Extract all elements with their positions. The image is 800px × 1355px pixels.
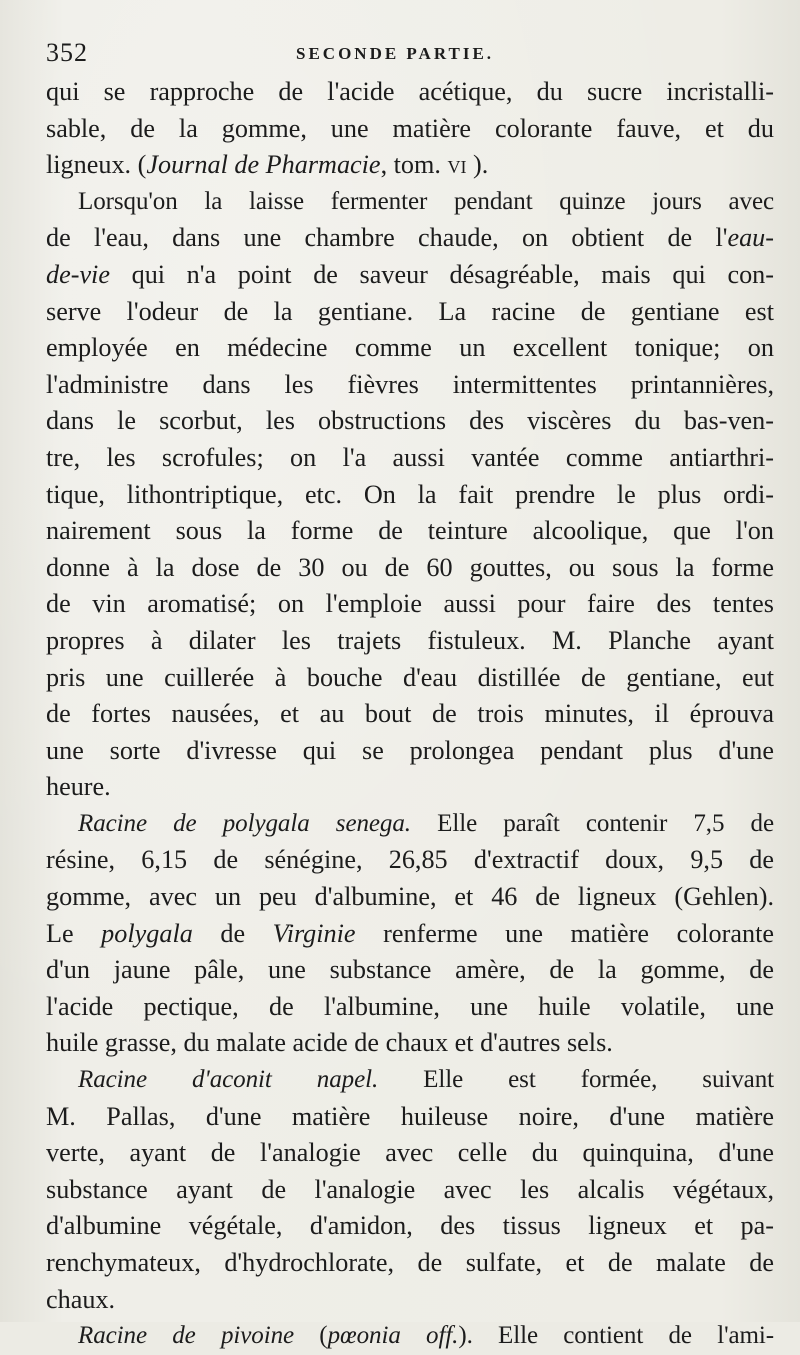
text-run: Elle est formée, suivant — [378, 1066, 774, 1094]
italic-term: pœonia off. — [327, 1322, 459, 1350]
italic-term: eau- — [727, 223, 774, 253]
text-line: d'albumine végétale, d'amidon, des tissus ligneux et pa- — [46, 1211, 774, 1241]
text-run: ligneux. ( — [46, 150, 147, 180]
text-line: de vin aromatisé; on l'emploie aussi pour faire des tentes — [46, 589, 774, 619]
text-line: M. Pallas, d'une matière huileuse noire, d'une matière — [46, 1101, 774, 1131]
text-line: Lorsqu'on la laisse fermenter pendant quinze jours avec — [78, 187, 774, 215]
text-run: ( — [294, 1322, 328, 1350]
text-line: gomme, avec un peu d'albumine, et 46 de ligneux (Gehlen). — [46, 882, 774, 912]
text-line: d'un jaune pâle, une substance amère, de la gomme, de — [46, 955, 774, 985]
text-run: de l'eau, dans une chambre chaude, on obtient de l' — [46, 223, 728, 253]
text-line: tique, lithontriptique, etc. On la fait prendre le plus ordi- — [46, 479, 774, 509]
running-head — [46, 38, 774, 74]
text-line: renchymateux, d'hydrochlorate, de sulfate, et de malate de — [46, 1248, 774, 1277]
text-run: ). Elle contient de l'ami- — [458, 1322, 775, 1350]
text-run: qui n'a point de saveur désagréable, mais qui con- — [109, 259, 774, 289]
text-run: de — [192, 918, 273, 948]
running-title: SECONDE PARTIE. — [296, 44, 495, 63]
text-line: heure. — [46, 772, 111, 802]
section-heading-aconit: Racine d'aconit napel. — [78, 1066, 379, 1094]
text-line — [46, 806, 774, 843]
text-line: de fortes nausées, et au bout de trois minutes, il éprouva — [46, 699, 774, 729]
text-line: une sorte d'ivresse qui se prolongea pendant plus d'une — [46, 735, 774, 765]
text-run: Le — [46, 918, 102, 948]
italic-term: Virginie — [272, 918, 356, 948]
journal-title: Journal de Pharmacie — [146, 150, 381, 180]
text-line — [46, 220, 774, 257]
text-line: substance ayant de l'analogie avec les alcalis végétaux, — [46, 1174, 774, 1204]
italic-term: polygala — [101, 918, 193, 948]
text-run: renferme une matière colorante — [355, 918, 774, 948]
text-line: l'acide pectique, de l'albumine, une huile volatile, une — [46, 991, 774, 1021]
text-line — [46, 147, 774, 184]
text-run: ). — [466, 150, 489, 180]
text-line: propres à dilater les trajets fistuleux. M. Planche ayant — [46, 625, 774, 655]
text-line: donne à la dose de 30 ou de 60 gouttes, ou sous la forme — [46, 552, 774, 582]
text-line: nairement sous la forme de teinture alcoolique, que l'on — [46, 516, 774, 546]
section-heading-polygala: Racine de polygala senega. — [78, 809, 411, 837]
text-line: serve l'odeur de la gentiane. La racine de gentiane est — [46, 296, 774, 326]
text-line: tre, les scrofules; on l'a aussi vantée comme antiarthri- — [46, 442, 774, 472]
text-run: Elle paraît contenir 7,5 de — [410, 809, 774, 837]
text-line: chaux. — [46, 1284, 116, 1314]
section-heading-pivoine: Racine de pivoine — [78, 1322, 295, 1350]
text-line: qui se rapproche de l'acide acétique, du sucre incristalli- — [46, 77, 774, 106]
text-line: sable, de la gomme, une matière colorante fauve, et du — [46, 113, 774, 143]
text-line: résine, 6,15 de sénégine, 26,85 d'extractif doux, 9,5 de — [46, 845, 774, 875]
text-line — [46, 1318, 774, 1355]
text-line: pris une cuillerée à bouche d'eau distillée de gentiane, eut — [46, 662, 774, 692]
volume-number: vi — [447, 150, 467, 180]
text-line: l'administre dans les fièvres intermittentes printannières, — [46, 369, 774, 399]
text-line — [46, 257, 774, 294]
text-line — [46, 916, 774, 953]
text-run: , tom. — [380, 150, 448, 180]
text-line: employée en médecine comme un excellent tonique; on — [46, 333, 774, 363]
italic-term: de-vie — [46, 259, 110, 289]
text-line: huile grasse, du malate acide de chaux et d'autres sels. — [46, 1028, 613, 1058]
text-line: verte, ayant de l'analogie avec celle du quinquina, d'une — [46, 1138, 774, 1168]
text-line — [46, 1062, 774, 1099]
text-line: dans le scorbut, les obstructions des viscères du bas-ven- — [46, 406, 774, 436]
page-number: 352 — [46, 38, 88, 67]
body-text — [46, 74, 774, 1355]
